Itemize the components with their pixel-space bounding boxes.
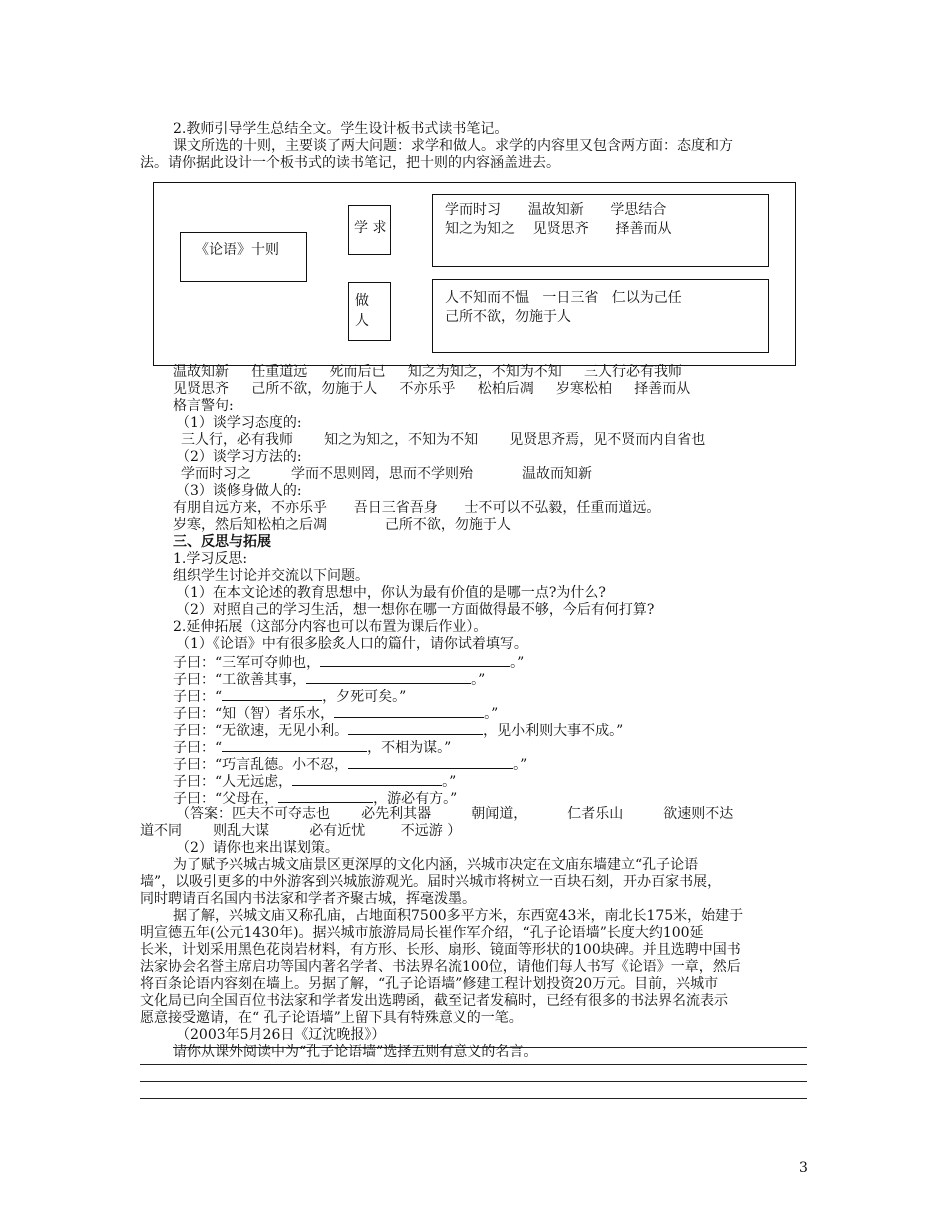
article-line: 据了解，兴城文庙又称孔庙，占地面积7500多平方米，东西宽43米，南北长175米，始建于 [173, 908, 744, 924]
fill-line-2: 子曰：“工欲善其事， 。” [173, 672, 486, 688]
answer-blank[interactable] [348, 721, 483, 735]
study-items-box [432, 194, 769, 267]
maxims-line: 有朋自远方来，不亦乐乎 吾日三省吾身 士不可以不弘毅，任重而道远。 [173, 500, 661, 516]
writing-line[interactable] [173, 1047, 807, 1048]
person-label-box [348, 282, 391, 341]
maxims-line: 三人行，必有我师 知之为知之，不知为不知 见贤思齐焉，见不贤而内自省也 [181, 432, 706, 448]
maxims-line: 岁寒，然后知松柏之后凋 己所不欲，勿施于人 [173, 517, 511, 533]
fill-line-5: 子曰：“无欲速，无见小利。 ，见小利则大事不成。” [173, 723, 624, 739]
page-number: 3 [799, 1160, 808, 1176]
person-label: 人 [355, 313, 369, 329]
reflection-heading: 1.学习反思: [173, 551, 248, 567]
person-items-row: 己所不欲，勿施于人 [445, 309, 571, 325]
article-line: 同时聘请百名国内书法家和学者齐聚古城，挥毫泼墨。 [140, 891, 476, 907]
intro-paragraph-line: 课文所选的十则，主要谈了两大问题：求学和做人。求学的内容里又包含两方面：态度和方 [173, 138, 733, 154]
answer-blank[interactable] [348, 755, 513, 769]
extension-heading: 2.延伸拓展（这部分内容也可以布置为课后作业）。 [173, 619, 488, 635]
question-1: （1）在本文论述的教育思想中，你认为最有价值的是哪一点?为什么? [176, 585, 606, 601]
article-line: 墙”，以吸引更多的中外游客到兴城旅游观光。届时兴城市将树立一百块石刻，开办百家书展， [140, 874, 722, 890]
fragment-row: 温故知新 任重道远 死而后已 知之为知之，不知为不知 三人行必有我师 [173, 364, 683, 380]
answer-blank[interactable] [320, 653, 510, 667]
answer-blank[interactable] [306, 670, 471, 684]
fill-line-7: 子曰：“巧言乱德。小不忍， 。” [173, 757, 528, 773]
person-items-row: 人不知而不愠 一日三省 仁以为己任 [445, 290, 682, 306]
fill-intro: （1）《论语》中有很多脍炙人口的篇什，请你试着填写。 [176, 636, 528, 652]
study-label: 学 求 [354, 220, 387, 236]
article-source: （2003年5月26日《辽沈晚报》） [176, 1027, 386, 1043]
article-line: 文化局已向全国百位书法家和学者发出选聘函，截至记者发稿时，已经有很多的书法界名流表示 [140, 993, 728, 1009]
answer-key-line: （答案：匹夫不可夺志也 必先利其器 朝闻道， 仁者乐山 欲速则不达 [176, 806, 734, 822]
writing-line[interactable] [140, 1064, 807, 1065]
person-label: 做 [355, 293, 369, 309]
article-line: 明宣德五年(公元1430年)。据兴城市旅游局局长崔作军介绍，“孔子论语墙”长度大约100延 [140, 925, 704, 941]
intro-paragraph-line: 法。请你据此设计一个板书式的读书笔记，把十则的内容涵盖进去。 [140, 155, 560, 171]
person-items-box [432, 279, 769, 353]
book-title: 《论语》十则 [195, 242, 279, 258]
fill-line-1: 子曰：“三军可夺帅也， 。” [173, 655, 525, 671]
fill-line-3: 子曰：“ ，夕死可矣。” [173, 689, 407, 705]
planning-heading: （2）请你也来出谋划策。 [176, 840, 339, 856]
answer-blank[interactable] [222, 687, 322, 701]
fill-line-8: 子曰：“人无远虑， 。” [173, 774, 457, 790]
answer-blank[interactable] [292, 772, 442, 786]
article-line: 为了赋予兴城古城文庙景区更深厚的文化内涵，兴城市决定在文庙东墙建立“孔子论语 [173, 857, 699, 873]
question-2: （2）对照自己的学习生活，想一想你在哪一方面做得最不够，今后有何打算? [176, 602, 655, 618]
maxims-subheading: （3）谈修身做人的: [176, 483, 302, 499]
reflection-text: 组织学生讨论并交流以下问题。 [173, 568, 369, 584]
study-items-row: 学而时习 温故知新 学思结合 [445, 202, 667, 218]
maxims-line: 学而时习之 学而不思则罔，思而不学则殆 温故而知新 [181, 466, 593, 482]
article-line: 愿意接受邀请，在“ 孔子论语墙”上留下具有特殊意义的一笔。 [140, 1010, 523, 1026]
step-2-heading: 2.教师引导学生总结全文。学生设计板书式读书笔记。 [173, 121, 509, 137]
answer-blank[interactable] [278, 789, 373, 803]
maxims-subheading: （2）谈学习方法的: [176, 449, 302, 465]
study-label-box [348, 205, 391, 255]
study-items-row: 知之为知之 见贤思齐 择善而从 [445, 221, 672, 237]
article-line: 法家协会名誉主席启功等国内著名学者、书法界名流100位，请他们每人书写《论语》一章，然后 [140, 959, 741, 975]
answer-blank[interactable] [334, 704, 484, 718]
maxims-subheading: （1）谈学习态度的: [176, 415, 302, 431]
writing-line[interactable] [140, 1098, 807, 1099]
fragment-row: 见贤思齐 己所不欲，勿施于人 不亦乐乎 松柏后凋 岁寒松柏 择善而从 [173, 381, 691, 397]
answer-key-line: 道不同 则乱大谋 必有近忧 不远游 ） [140, 823, 462, 839]
book-title-box [180, 232, 307, 282]
section-3-title: 三、反思与拓展 [173, 534, 271, 550]
writing-line[interactable] [140, 1081, 807, 1082]
fill-line-4: 子曰：“知（智）者乐水， 。” [173, 706, 499, 722]
article-line: 将百条论语内容刻在墙上。另据了解，“孔子论语墙”修建工程计划投资20万元。目前，兴城市 [140, 976, 719, 992]
article-line: 长米，计划采用黑色花岗岩材料，有方形、长形、扇形、镜面等形状的100块碑。并且选聘中国书 [140, 942, 741, 958]
fill-line-6: 子曰：“ ，不相为谋。” [173, 740, 452, 756]
answer-blank[interactable] [222, 738, 367, 752]
writing-task: 请你从课外阅读中为“孔子论语墙”选择五则有意义的名言。 [173, 1044, 538, 1060]
maxims-heading: 格言警句: [173, 398, 234, 414]
fill-line-9: 子曰：“父母在， ，游必有方。” [173, 791, 458, 807]
